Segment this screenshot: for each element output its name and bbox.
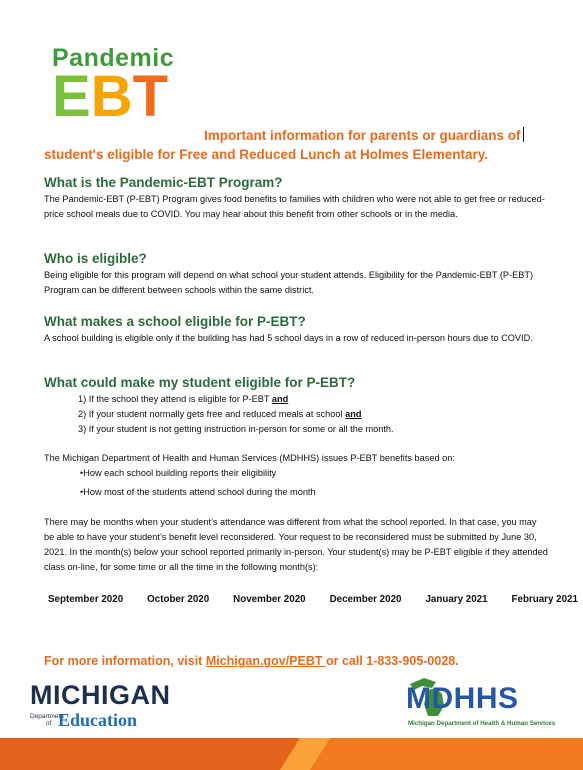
mde-logo-dept: Department of [30,713,64,727]
footer-band [0,738,583,770]
list-item: •How most of the students attend school during the month [80,487,316,497]
mdhhs-logo [402,670,572,740]
list-item: •How each school building reports their eligibility [80,468,277,478]
section-heading: What is the Pandemic-EBT Program? [44,175,283,190]
list-item: 3) If your student is not getting instruction in-person for some or all the month. [78,424,394,434]
ebt-logo-t: T [132,64,169,129]
month-item: October 2020 [147,594,210,605]
section-school-eligible [44,314,549,346]
section-body: The Pandemic-EBT (P-EBT) Program gives food benefits to families with children who were not able to get free or reduced-price school meals due to COVID. You may hear about this benefit from other schools or in the media. [44,194,545,219]
text-cursor [523,127,524,142]
ebt-logo [52,64,169,129]
mdhhs-criteria [44,451,549,500]
month-item: December 2020 [329,594,402,605]
section-who-eligible [44,251,549,298]
mdhhs-intro: The Michigan Department of Health and Human Services (MDHHS) issues P-EBT benefits based on: [44,453,455,463]
pebt-link[interactable]: Michigan.gov/PEBT [205,654,326,668]
section-heading: What makes a school eligible for P-EBT? [44,314,306,329]
mde-logo [30,678,200,738]
mde-logo-word: MICHIGAN [30,680,171,710]
section-what-is [44,175,549,222]
section-heading: Who is eligible? [44,251,147,266]
month-item: February 2021 [511,594,578,605]
mdhhs-logo-word: MDHHS [406,682,519,715]
intro-line-2: student's eligible for Free and Reduced Lunch at Holmes Elementary. [44,147,489,162]
list-item: 1) If the school they attend is eligible for P-EBT and [78,394,289,404]
and-emphasis: and [345,409,362,419]
ebt-logo-b: B [90,64,133,129]
eligibility-list [44,392,549,437]
months-list [48,594,578,605]
months-intro: There may be months when your student’s attendance was different from what the school reported. In that case, you may be able to have your student’s benefit level reconsidered. Your request to be reconsidered must be submitted by June 30, 2021. In the month(s) below your school reported primarily in-person. Your student(s) may be P-EBT eligible if they attended class on-line, for some time or all the time in the following month(s): [44,517,548,572]
month-item: November 2020 [233,594,306,605]
mdhhs-logo-subtitle: Michigan Department of Health & Human Services [408,720,556,727]
section-heading: What could make my student eligible for P-EBT? [44,375,356,390]
reconsideration-paragraph [44,515,549,575]
list-item: 2) If your student normally gets free and reduced meals at school and [78,409,362,419]
ebt-logo-e: E [52,64,91,129]
pandemic-logo-word: Pandemic [52,44,175,72]
mde-logo-education: Education [58,710,138,730]
month-item: September 2020 [48,594,124,605]
section-body: A school building is eligible only if the building has had 5 school days in a row of reduced in-person hours due to COVID. [44,333,533,343]
month-item: January 2021 [425,594,488,605]
section-body: Being eligible for this program will depend on what school your student attends. Eligibility for the Pandemic-EBT (P-EBT) Program can be different between schools within the same district. [44,270,534,295]
section-student-eligible [44,375,549,437]
intro-line-1: Important information for parents or guardians of [204,128,521,143]
and-emphasis: and [271,394,289,404]
contact-line: For more information, visit Michigan.gov/PEBT or call 1-833-905-0028. [44,654,459,668]
intro-heading [44,126,544,164]
